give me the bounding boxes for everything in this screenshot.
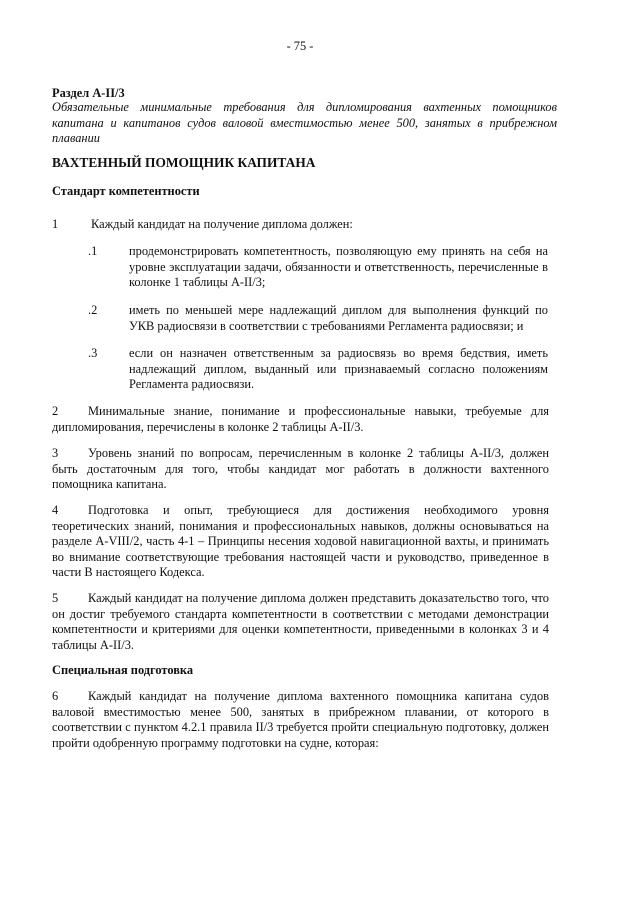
paragraph-5 (52, 591, 549, 653)
paragraph-5-number: 5 (52, 591, 59, 605)
subitem-3-number: .3 (88, 346, 98, 360)
paragraph-4-number: 4 (52, 503, 59, 517)
paragraph-4-text: Подготовка и опыт, требующиеся для достижения необходимого уровня теоретических знаний, понимания и профессиональных навыков, должны основываться на разделе A-VIII/2, часть 4-1 – Принципы несения ходовой навигационной вахты, и принимать во внимание соответствующие требования настоящей части и руководство, приведенное в части B настоящего Кодекса. (52, 503, 549, 579)
subitem-1-text: продемонстрировать компетентность, позволяющую ему принять на себя на уровне эксплуатации задачи, обязанности и ответственность, перечисленные в колонке 1 таблицы A-II/3; (129, 244, 548, 289)
paragraph-6-number: 6 (52, 689, 59, 703)
paragraph-1-text: Каждый кандидат на получение диплома должен: (91, 217, 353, 231)
paragraph-3-text: Уровень знаний по вопросам, перечисленным в колонке 2 таблицы A-II/3, должен быть достаточным для того, чтобы кандидат мог работать в должности вахтенного помощника капитана. (52, 446, 549, 491)
competence-heading: Стандарт компетентности (52, 184, 200, 198)
paragraph-3-number: 3 (52, 446, 59, 460)
paragraph-2-text: Минимальные знание, понимание и профессиональные навыки, требуемые для дипломирования, перечислены в колонке 2 таблицы A-II/3. (52, 404, 549, 434)
subitem-2-text: иметь по меньшей мере надлежащий диплом для выполнения функций по УКВ радиосвязи в соответствии с требованиями Регламента радиосвязи; и (129, 303, 548, 333)
paragraph-2-number: 2 (52, 404, 59, 418)
special-training-heading: Специальная подготовка (52, 663, 194, 677)
subitem-3-text: если он назначен ответственным за радиосвязь во время бедствия, иметь надлежащий диплом, выданный или признаваемый согласно положениям Регламента радиосвязи. (129, 346, 548, 391)
paragraph-1-number: 1 (52, 217, 59, 231)
paragraph-6 (52, 689, 549, 751)
paragraph-6-text: Каждый кандидат на получение диплома вахтенного помощника капитана судов валовой вместимостью менее 500, занятых в прибрежном плавании, от которого в соответствии с пунктом 4.2.1 правила II/3 требуется пройти специальную подготовку, должен пройти одобренную программу подготовки на судне, которая: (52, 689, 549, 750)
subitem-1-number: .1 (88, 244, 98, 258)
main-heading: ВАХТЕННЫЙ ПОМОЩНИК КАПИТАНА (52, 155, 316, 170)
paragraph-4 (52, 503, 549, 581)
page-number: - 75 - (286, 39, 314, 53)
section-subtitle: Обязательные минимальные требования для дипломирования вахтенных помощников капитана и капитанов судов валовой вместимостью менее 500, занятых в прибрежном плавании (52, 100, 557, 145)
paragraph-3 (52, 446, 549, 493)
section-title: Раздел A-II/3 (52, 86, 125, 100)
paragraph-5-text: Каждый кандидат на получение диплома должен представить доказательство того, что он достиг требуемого стандарта компетентности в соответствии с методами демонстрации компетентности и критериями для оценки компетентности, приведенными в колонках 3 и 4 таблицы A-II/3. (52, 591, 549, 652)
paragraph-2 (52, 404, 549, 435)
subitem-2-number: .2 (88, 303, 98, 317)
